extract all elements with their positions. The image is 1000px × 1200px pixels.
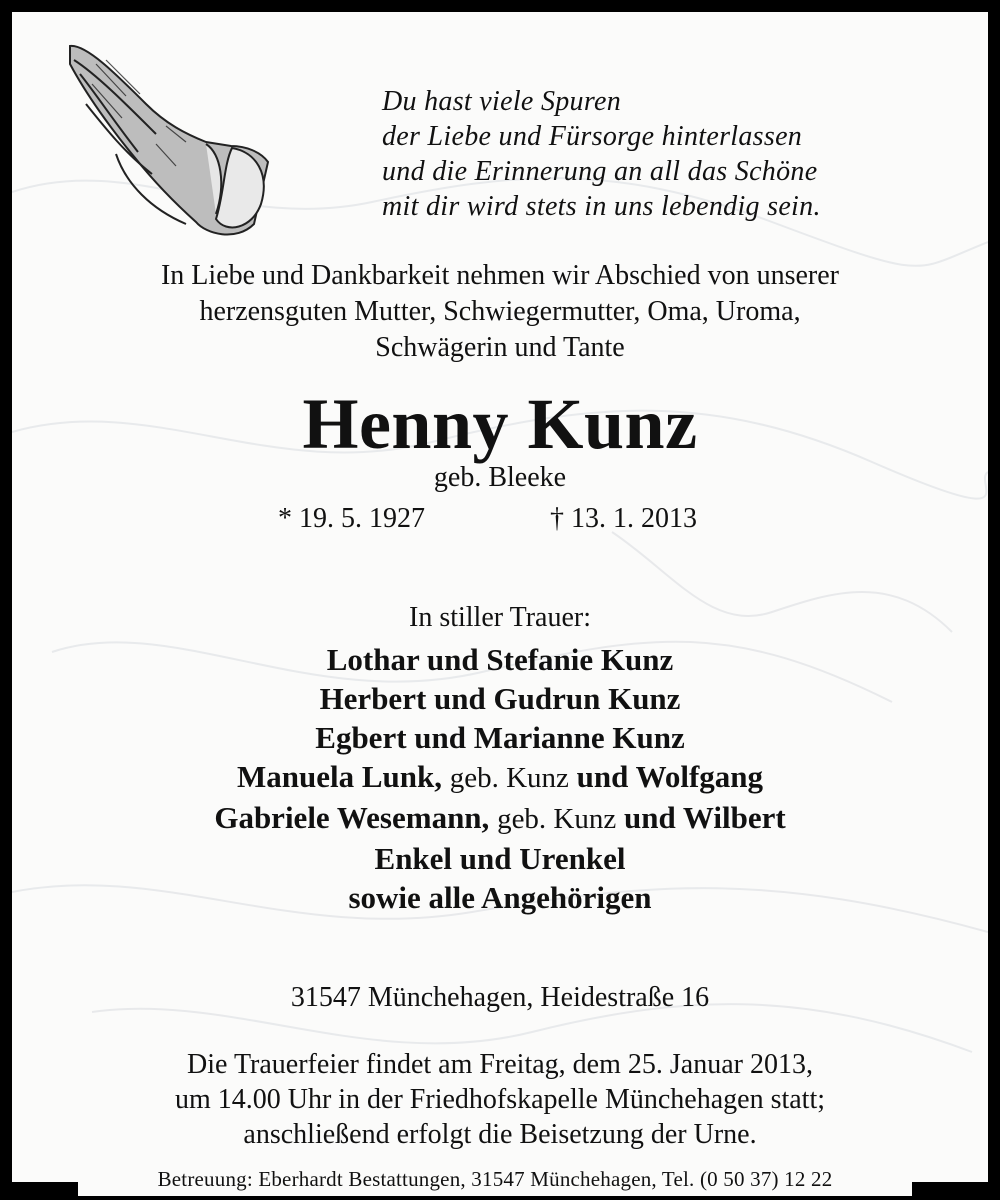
mourner-line: Herbert und Gudrun Kunz <box>319 681 681 716</box>
intro-line: In Liebe und Dankbarkeit nehmen wir Abschied von unserer <box>160 260 839 291</box>
poem-line: Du hast viele Spuren <box>382 86 622 117</box>
funeral-home-footer: Betreuung: Eberhardt Bestattungen, 31547 Münchehagen, Tel. (0 50 37) 12 22 <box>78 1162 912 1196</box>
mourner-maiden-name: geb. Kunz <box>449 762 569 794</box>
service-line: Die Trauerfeier findet am Freitag, dem 25. Januar 2013, <box>187 1049 813 1080</box>
mourner-maiden-name: geb. Kunz <box>497 803 617 835</box>
mourner-name: Manuela Lunk, <box>236 759 442 794</box>
poem <box>382 84 821 224</box>
poem-line: mit dir wird stets in uns lebendig sein. <box>382 191 821 222</box>
mourner-name: Gabriele Wesemann, <box>214 800 490 835</box>
funeral-service-info <box>12 1047 988 1152</box>
mourning-heading: In stiller Trauer: <box>409 602 591 633</box>
praying-hands-illustration <box>56 34 281 244</box>
mourner-line <box>12 798 988 839</box>
birth-date: * 19. 5. 1927 <box>278 503 425 534</box>
farewell-intro <box>12 258 988 366</box>
mourner-line: Enkel und Urenkel <box>374 841 626 876</box>
mourner-partner: und Wilbert <box>624 800 786 835</box>
deceased-name: Henny Kunz <box>302 384 698 464</box>
poem-line: der Liebe und Fürsorge hinterlassen <box>382 121 803 152</box>
poem-line: und die Erinnerung an all das Schöne <box>382 156 818 187</box>
mourner-partner: und Wolfgang <box>576 759 764 794</box>
mourners-list <box>12 640 988 917</box>
service-line: anschließend erfolgt die Beisetzung der Urne. <box>243 1119 757 1150</box>
intro-line: herzensguten Mutter, Schwiegermutter, Oma, Uroma, <box>199 296 801 327</box>
mourner-line: sowie alle Angehörigen <box>348 880 652 915</box>
mourner-line: Egbert und Marianne Kunz <box>315 720 685 755</box>
mourner-line <box>12 757 988 798</box>
death-date: † 13. 1. 2013 <box>550 503 697 534</box>
birth-name: geb. Bleeke <box>433 462 567 493</box>
service-line: um 14.00 Uhr in der Friedhofskapelle Münchehagen statt; <box>174 1084 826 1115</box>
mourner-line: Lothar und Stefanie Kunz <box>326 642 674 677</box>
address: 31547 Münchehagen, Heidestraße 16 <box>290 982 710 1013</box>
intro-line: Schwägerin und Tante <box>375 332 625 363</box>
